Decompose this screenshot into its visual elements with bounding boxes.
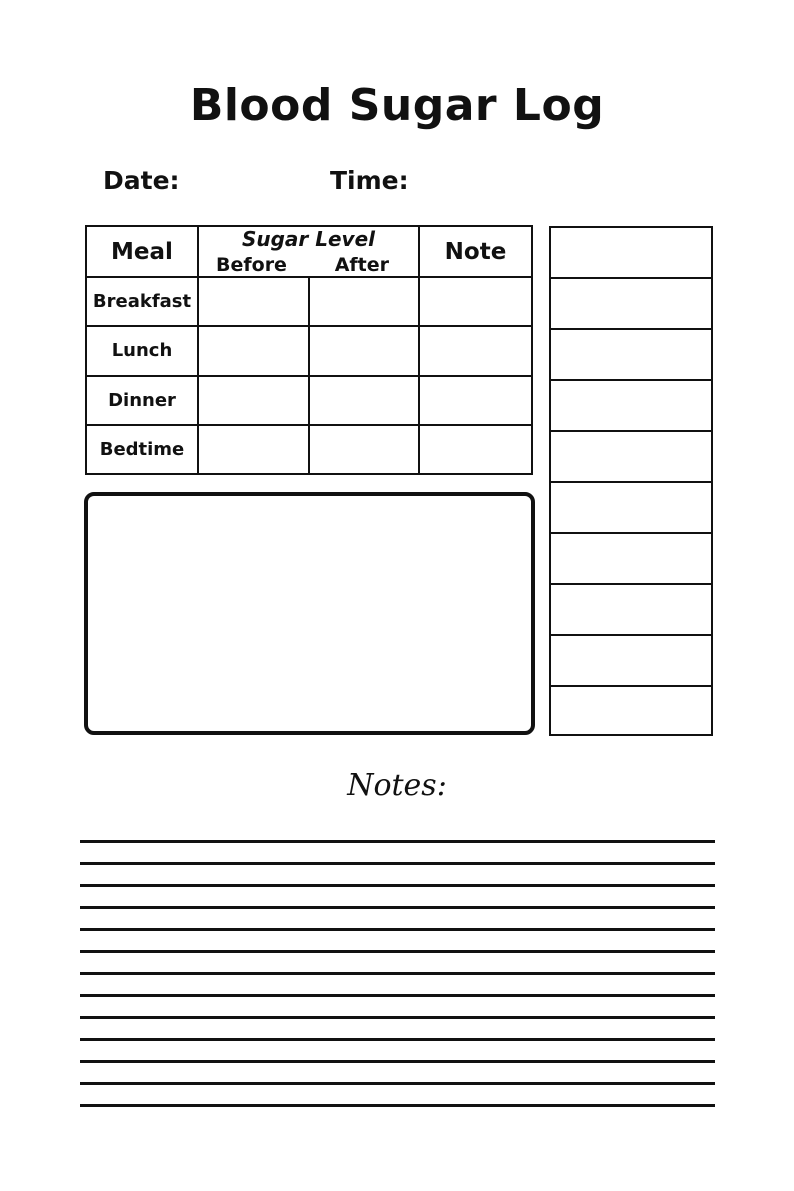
table-row xyxy=(86,326,532,375)
header-after: After xyxy=(334,254,389,277)
note-line xyxy=(80,950,715,953)
side-entry-cell[interactable] xyxy=(551,534,711,585)
sugar-log-table xyxy=(85,225,533,475)
notes-heading: Notes: xyxy=(347,768,447,803)
header-sugar-level xyxy=(198,226,419,277)
time-label: Time: xyxy=(330,166,409,195)
page-title: Blood Sugar Log xyxy=(189,80,605,131)
notes-lines[interactable] xyxy=(80,840,715,1126)
note-line xyxy=(80,1038,715,1041)
note-line xyxy=(80,994,715,997)
after-cell[interactable] xyxy=(309,277,419,326)
side-entry-cell[interactable] xyxy=(551,585,711,636)
after-cell[interactable] xyxy=(309,425,419,474)
note-cell[interactable] xyxy=(419,425,532,474)
row-label-breakfast: Breakfast xyxy=(86,277,198,326)
header-sugar-level-title: Sugar Level xyxy=(241,227,376,251)
free-entry-box[interactable] xyxy=(84,492,535,735)
note-line xyxy=(80,972,715,975)
after-cell[interactable] xyxy=(309,326,419,375)
row-label-lunch: Lunch xyxy=(86,326,198,375)
before-cell[interactable] xyxy=(198,326,309,375)
table-row xyxy=(86,425,532,474)
note-line xyxy=(80,1082,715,1085)
table-row xyxy=(86,277,532,326)
after-cell[interactable] xyxy=(309,376,419,425)
note-line xyxy=(80,884,715,887)
note-line xyxy=(80,862,715,865)
side-entry-cell[interactable] xyxy=(551,330,711,381)
table-row xyxy=(86,376,532,425)
side-entry-cell[interactable] xyxy=(551,687,711,738)
side-entry-cell[interactable] xyxy=(551,279,711,330)
side-entry-cell[interactable] xyxy=(551,483,711,534)
header-before: Before xyxy=(216,254,287,277)
side-entry-cell[interactable] xyxy=(551,636,711,687)
side-entry-cell[interactable] xyxy=(551,432,711,483)
side-entry-column xyxy=(549,226,713,736)
header-meal: Meal xyxy=(86,226,198,277)
before-cell[interactable] xyxy=(198,425,309,474)
note-line xyxy=(80,906,715,909)
note-cell[interactable] xyxy=(419,277,532,326)
date-label: Date: xyxy=(103,166,180,195)
side-entry-cell[interactable] xyxy=(551,381,711,432)
note-line xyxy=(80,840,715,843)
before-cell[interactable] xyxy=(198,277,309,326)
side-entry-cell[interactable] xyxy=(551,228,711,279)
header-note: Note xyxy=(419,226,532,277)
before-cell[interactable] xyxy=(198,376,309,425)
row-label-bedtime: Bedtime xyxy=(86,425,198,474)
note-line xyxy=(80,1104,715,1107)
table-header-row xyxy=(86,226,532,277)
note-line xyxy=(80,1060,715,1063)
note-cell[interactable] xyxy=(419,326,532,375)
note-line xyxy=(80,1016,715,1019)
note-cell[interactable] xyxy=(419,376,532,425)
row-label-dinner: Dinner xyxy=(86,376,198,425)
note-line xyxy=(80,928,715,931)
